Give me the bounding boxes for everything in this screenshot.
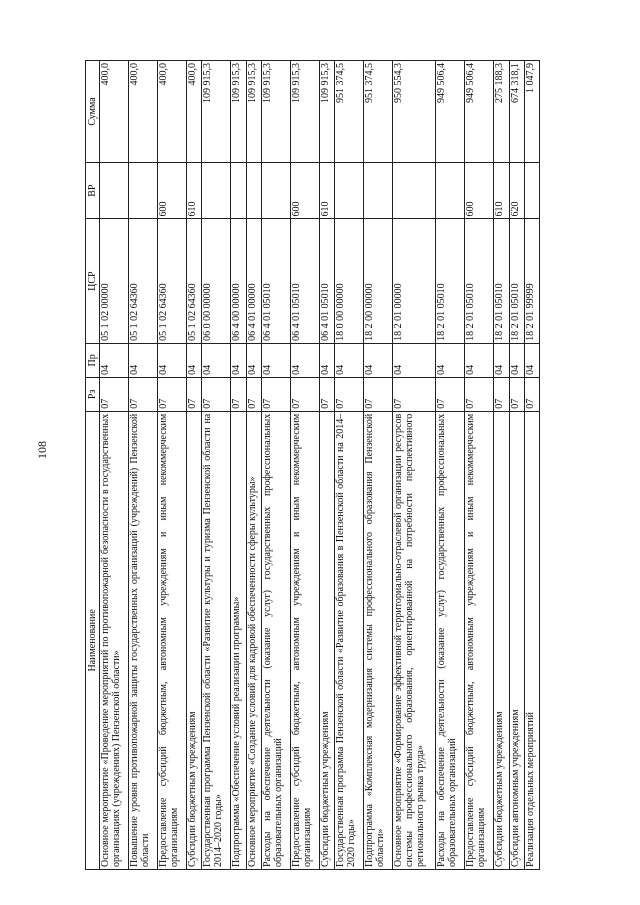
cell-rz: 07	[494, 377, 509, 411]
cell-rz: 07	[436, 377, 465, 411]
page-number: 108	[35, 441, 49, 459]
cell-name: Субсидии бюджетным учреждениям	[494, 411, 509, 869]
cell-name: Субсидии автономным учреждениям	[509, 411, 524, 869]
cell-rz: 07	[100, 377, 129, 411]
cell-rz: 07	[231, 377, 246, 411]
table-row	[465, 61, 494, 870]
cell-name: Субсидии бюджетным учреждениям	[319, 411, 334, 869]
cell-sum: 275 188,3	[494, 61, 509, 163]
cell-rz: 07	[465, 377, 494, 411]
cell-name: Предоставление субсидий бюджетным, автономным учреждениям и иным некоммерческим организациям	[158, 411, 187, 869]
cell-csr: 18 2 01 00000	[393, 219, 436, 343]
cell-vr: 600	[158, 162, 187, 219]
cell-vr	[246, 162, 261, 219]
cell-rz: 07	[364, 377, 393, 411]
cell-rz: 07	[158, 377, 187, 411]
cell-rz: 07	[509, 377, 524, 411]
cell-vr: 620	[509, 162, 524, 219]
cell-csr: 18 2 01 05010	[494, 219, 509, 343]
cell-vr	[335, 162, 364, 219]
cell-name: Расходы на обеспечение деятельности (оказание услуг) государственных профессиональных образовательных организаций	[436, 411, 465, 869]
cell-vr	[261, 162, 290, 219]
cell-vr: 610	[494, 162, 509, 219]
table-row	[319, 61, 334, 870]
cell-name: Повышение уровня противопожарной защиты государственных организаций (учреждений) Пензенской области	[129, 411, 158, 869]
cell-csr: 06 4 01 05010	[261, 219, 290, 343]
cell-sum: 674 318,1	[509, 61, 524, 163]
cell-name: Субсидии бюджетным учреждениям	[187, 411, 202, 869]
cell-sum: 1 047,9	[524, 61, 539, 163]
cell-rz: 07	[335, 377, 364, 411]
cell-rz: 07	[246, 377, 261, 411]
cell-pr: 04	[436, 343, 465, 377]
cell-rz: 07	[319, 377, 334, 411]
cell-rz: 07	[187, 377, 202, 411]
cell-vr	[436, 162, 465, 219]
table-row	[509, 61, 524, 870]
cell-pr: 04	[524, 343, 539, 377]
cell-sum: 109 915,3	[290, 61, 319, 163]
cell-vr: 610	[187, 162, 202, 219]
cell-rz: 07	[202, 377, 231, 411]
cell-rz: 07	[393, 377, 436, 411]
cell-csr: 06 4 01 05010	[319, 219, 334, 343]
cell-name: Расходы на обеспечение деятельности (оказание услуг) государственных профессиональных образовательных организаций	[261, 411, 290, 869]
budget-table-container	[85, 60, 540, 870]
header-csr: ЦСР	[86, 219, 100, 343]
cell-sum: 400,0	[100, 61, 129, 163]
cell-name: Государственная программа Пензенской области «Развитие образования в Пензенской области на 2014–2020 годы»	[335, 411, 364, 869]
cell-rz: 07	[261, 377, 290, 411]
cell-sum: 400,0	[158, 61, 187, 163]
cell-sum: 400,0	[129, 61, 158, 163]
cell-sum: 951 374,5	[364, 61, 393, 163]
cell-sum: 109 915,3	[246, 61, 261, 163]
table-row	[187, 61, 202, 870]
header-vr: ВР	[86, 162, 100, 219]
table-row	[246, 61, 261, 870]
cell-sum: 949 506,4	[436, 61, 465, 163]
table-row	[290, 61, 319, 870]
cell-csr: 05 1 02 00000	[100, 219, 129, 343]
cell-csr: 06 4 01 00000	[246, 219, 261, 343]
cell-csr: 18 2 00 00000	[364, 219, 393, 343]
cell-name: Предоставление субсидий бюджетным, автономным учреждениям и иным некоммерческим организациям	[465, 411, 494, 869]
table-row	[393, 61, 436, 870]
cell-name: Подпрограмма «Обеспечение условий реализации программы»	[231, 411, 246, 869]
cell-name: Государственная программа Пензенской области «Развитие культуры и туризма Пензенской области на 2014–2020 годы»	[202, 411, 231, 869]
cell-sum: 109 915,3	[202, 61, 231, 163]
cell-sum: 109 915,3	[231, 61, 246, 163]
cell-vr	[129, 162, 158, 219]
cell-sum: 950 554,3	[393, 61, 436, 163]
cell-vr: 600	[290, 162, 319, 219]
cell-csr: 18 2 01 99999	[524, 219, 539, 343]
cell-pr: 04	[187, 343, 202, 377]
cell-pr: 04	[246, 343, 261, 377]
cell-name: Реализация отдельных мероприятий	[524, 411, 539, 869]
cell-vr	[524, 162, 539, 219]
cell-rz: 07	[524, 377, 539, 411]
cell-csr: 18 0 00 00000	[335, 219, 364, 343]
cell-pr: 04	[158, 343, 187, 377]
cell-vr	[393, 162, 436, 219]
cell-sum: 949 506,4	[465, 61, 494, 163]
cell-sum: 951 374,5	[335, 61, 364, 163]
cell-csr: 06 0 00 00000	[202, 219, 231, 343]
table-row	[335, 61, 364, 870]
cell-sum: 109 915,3	[319, 61, 334, 163]
table-row	[436, 61, 465, 870]
cell-csr: 18 2 01 05010	[465, 219, 494, 343]
budget-table	[85, 60, 540, 870]
cell-pr: 04	[319, 343, 334, 377]
cell-pr: 04	[509, 343, 524, 377]
header-rz: Рз	[86, 377, 100, 411]
table-row	[129, 61, 158, 870]
table-row	[494, 61, 509, 870]
cell-pr: 04	[465, 343, 494, 377]
cell-name: Подпрограмма «Комплексная модернизация системы профессионального образования Пензенской области»	[364, 411, 393, 869]
cell-csr: 18 2 01 05010	[436, 219, 465, 343]
cell-vr	[100, 162, 129, 219]
cell-vr	[202, 162, 231, 219]
cell-sum: 400,0	[187, 61, 202, 163]
table-row	[231, 61, 246, 870]
cell-pr: 04	[393, 343, 436, 377]
cell-name: Основное мероприятие «Проведение мероприятий по противопожарной безопасности в государственных организациях (учреждениях) Пензенской области»	[100, 411, 129, 869]
cell-csr: 05 1 02 64360	[158, 219, 187, 343]
cell-vr	[364, 162, 393, 219]
header-pr: Пр	[86, 343, 100, 377]
cell-csr: 06 4 00 00000	[231, 219, 246, 343]
cell-pr: 04	[364, 343, 393, 377]
header-sum: Сумма	[86, 61, 100, 163]
table-row	[261, 61, 290, 870]
cell-pr: 04	[290, 343, 319, 377]
cell-name: Основное мероприятие «Формирование эффективной территориально-отраслевой организации ресурсов системы профессионального образования, ориентированной на потребности перспективного регионального рынка труда»	[393, 411, 436, 869]
cell-csr: 05 1 02 64360	[187, 219, 202, 343]
cell-csr: 05 1 02 64360	[129, 219, 158, 343]
table-row	[202, 61, 231, 870]
header-name: Наименование	[86, 411, 100, 869]
cell-pr: 04	[335, 343, 364, 377]
table-body	[100, 61, 540, 870]
cell-sum: 109 915,3	[261, 61, 290, 163]
table-header-row	[86, 61, 100, 870]
cell-name: Предоставление субсидий бюджетным, автономным учреждениям и иным некоммерческим организациям	[290, 411, 319, 869]
cell-pr: 04	[202, 343, 231, 377]
table-row	[158, 61, 187, 870]
cell-vr: 610	[319, 162, 334, 219]
table-row	[364, 61, 393, 870]
cell-pr: 04	[129, 343, 158, 377]
cell-csr: 18 2 01 05010	[509, 219, 524, 343]
cell-pr: 04	[100, 343, 129, 377]
table-row	[524, 61, 539, 870]
cell-vr	[231, 162, 246, 219]
cell-rz: 07	[290, 377, 319, 411]
cell-csr: 06 4 01 05010	[290, 219, 319, 343]
cell-pr: 04	[494, 343, 509, 377]
cell-rz: 07	[129, 377, 158, 411]
table-row	[100, 61, 129, 870]
cell-vr: 600	[465, 162, 494, 219]
cell-name: Основное мероприятие «Создание условий для кадровой обеспеченности сферы культуры»	[246, 411, 261, 869]
cell-pr: 04	[261, 343, 290, 377]
cell-pr: 04	[231, 343, 246, 377]
